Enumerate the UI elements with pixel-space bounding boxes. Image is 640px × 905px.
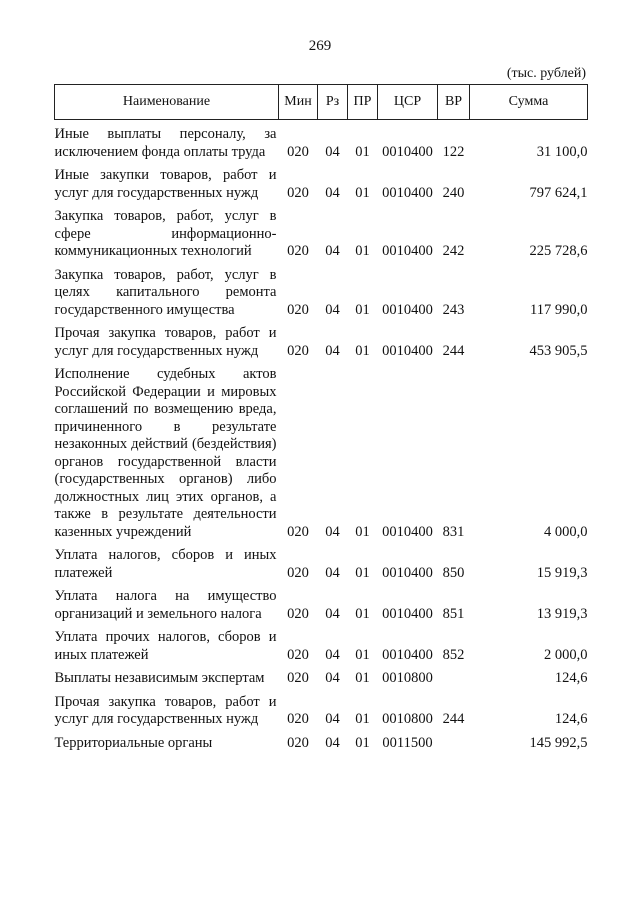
cell-vr xyxy=(438,735,470,759)
cell-csr: 0010400 xyxy=(382,243,433,259)
header-min: Мин xyxy=(279,85,318,120)
cell-pr: 01 xyxy=(355,143,370,160)
table-row xyxy=(55,735,588,759)
cell-vr: 831 xyxy=(442,523,465,540)
cell-pr: 01 xyxy=(355,184,370,201)
cell-pr: 01 xyxy=(355,605,370,622)
table-row xyxy=(55,325,588,366)
cell-sum: 4 000,0 xyxy=(544,523,588,540)
cell-rz: 04 xyxy=(325,342,340,359)
cell-name: Исполнение судебных актов Российской Федерации и мировых соглашений по возмещению вреда, причиненного в результате незаконных действий (бездействия) органов государственной власти (государственных органов) либо должностных лиц этих органов, а также в результате деятельности казенных учреждений xyxy=(54,366,277,540)
table-body xyxy=(55,120,588,759)
cell-min: 020 xyxy=(287,711,309,727)
cell-name: Выплаты независимым экспертам xyxy=(54,670,265,686)
cell-min: 020 xyxy=(287,143,309,160)
cell-vr: 244 xyxy=(442,711,465,727)
header-sum: Сумма xyxy=(470,85,588,120)
cell-min: 020 xyxy=(287,564,309,581)
cell-name: Уплата налогов, сборов и иных платежей xyxy=(54,547,277,581)
cell-pr: 01 xyxy=(355,301,370,318)
cell-name: Прочая закупка товаров, работ и услуг для государственных нужд xyxy=(54,693,277,727)
cell-sum: 124,6 xyxy=(554,670,588,686)
cell-csr: 0010400 xyxy=(382,342,433,359)
cell-name: Уплата налога на имущество организаций и земельного налога xyxy=(54,588,277,622)
header-csr: ЦСР xyxy=(378,85,438,120)
cell-min: 020 xyxy=(287,734,309,751)
cell-name: Прочая закупка товаров, работ и услуг для государственных нужд xyxy=(54,325,277,359)
cell-pr: 01 xyxy=(355,523,370,540)
cell-min: 020 xyxy=(287,646,309,663)
header-vr: ВР xyxy=(438,85,470,120)
cell-sum: 13 919,3 xyxy=(536,605,588,622)
cell-sum: 225 728,6 xyxy=(529,243,588,259)
cell-vr xyxy=(438,670,470,694)
cell-name: Иные выплаты персоналу, за исключением фонда оплаты труда xyxy=(54,126,277,160)
cell-csr: 0010800 xyxy=(382,670,433,686)
cell-pr: 01 xyxy=(355,646,370,663)
cell-pr: 01 xyxy=(355,342,370,359)
cell-min: 020 xyxy=(287,301,309,318)
cell-sum: 797 624,1 xyxy=(529,184,588,201)
cell-rz: 04 xyxy=(325,670,340,686)
table-row xyxy=(55,694,588,735)
cell-vr: 242 xyxy=(442,243,465,259)
cell-min: 020 xyxy=(287,243,309,259)
table-row xyxy=(55,670,588,694)
cell-rz: 04 xyxy=(325,184,340,201)
cell-sum: 31 100,0 xyxy=(536,143,588,160)
cell-name: Закупка товаров, работ, услуг в сфере информационно-коммуникационных технологий xyxy=(54,208,277,259)
cell-csr: 0010400 xyxy=(382,523,433,540)
cell-csr: 0010400 xyxy=(382,143,433,160)
cell-pr: 01 xyxy=(355,711,370,727)
cell-csr: 0010400 xyxy=(382,301,433,318)
cell-rz: 04 xyxy=(325,711,340,727)
table-row xyxy=(55,167,588,208)
cell-name: Территориальные органы xyxy=(54,734,213,751)
cell-csr: 0011500 xyxy=(382,734,433,751)
cell-rz: 04 xyxy=(325,523,340,540)
table-header-row xyxy=(55,85,588,120)
cell-min: 020 xyxy=(287,523,309,540)
cell-rz: 04 xyxy=(325,605,340,622)
cell-sum: 124,6 xyxy=(554,711,588,727)
budget-table xyxy=(54,84,588,758)
table-row xyxy=(55,267,588,326)
header-name: Наименование xyxy=(55,85,279,120)
cell-pr: 01 xyxy=(355,734,370,751)
cell-name: Закупка товаров, работ, услуг в целях капитального ремонта государственного имущества xyxy=(54,266,277,318)
table-row xyxy=(55,547,588,588)
cell-rz: 04 xyxy=(325,564,340,581)
cell-vr: 851 xyxy=(442,605,465,622)
table-row xyxy=(55,366,588,547)
cell-csr: 0010400 xyxy=(382,605,433,622)
cell-name: Уплата прочих налогов, сборов и иных платежей xyxy=(54,629,277,663)
table-row xyxy=(55,588,588,629)
cell-rz: 04 xyxy=(325,143,340,160)
cell-csr: 0010400 xyxy=(382,564,433,581)
cell-rz: 04 xyxy=(325,646,340,663)
cell-pr: 01 xyxy=(355,564,370,581)
cell-min: 020 xyxy=(287,184,309,201)
cell-pr: 01 xyxy=(355,243,370,259)
page-number: 269 xyxy=(308,38,332,54)
cell-csr: 0010400 xyxy=(382,646,433,663)
cell-vr: 850 xyxy=(442,564,465,581)
units-label: (тыс. рублей) xyxy=(506,66,586,81)
cell-sum: 117 990,0 xyxy=(530,301,588,318)
cell-csr: 0010800 xyxy=(382,711,433,727)
cell-sum: 2 000,0 xyxy=(544,646,588,663)
cell-rz: 04 xyxy=(325,301,340,318)
table-row xyxy=(55,120,588,168)
cell-sum: 15 919,3 xyxy=(536,564,588,581)
cell-rz: 04 xyxy=(325,243,340,259)
cell-min: 020 xyxy=(287,342,309,359)
cell-vr: 240 xyxy=(442,184,465,201)
cell-vr: 243 xyxy=(442,301,465,318)
header-rz: Рз xyxy=(318,85,348,120)
cell-name: Иные закупки товаров, работ и услуг для государственных нужд xyxy=(54,167,277,201)
cell-min: 020 xyxy=(287,605,309,622)
table-row xyxy=(55,629,588,670)
cell-vr: 244 xyxy=(442,342,465,359)
cell-sum: 453 905,5 xyxy=(529,342,588,359)
cell-vr: 122 xyxy=(442,143,465,160)
table-row xyxy=(55,208,588,267)
cell-min: 020 xyxy=(287,670,309,686)
cell-csr: 0010400 xyxy=(382,184,433,201)
header-pr: ПР xyxy=(348,85,378,120)
cell-rz: 04 xyxy=(325,734,340,751)
cell-pr: 01 xyxy=(355,670,370,686)
cell-vr: 852 xyxy=(442,646,465,663)
cell-sum: 145 992,5 xyxy=(529,734,588,751)
